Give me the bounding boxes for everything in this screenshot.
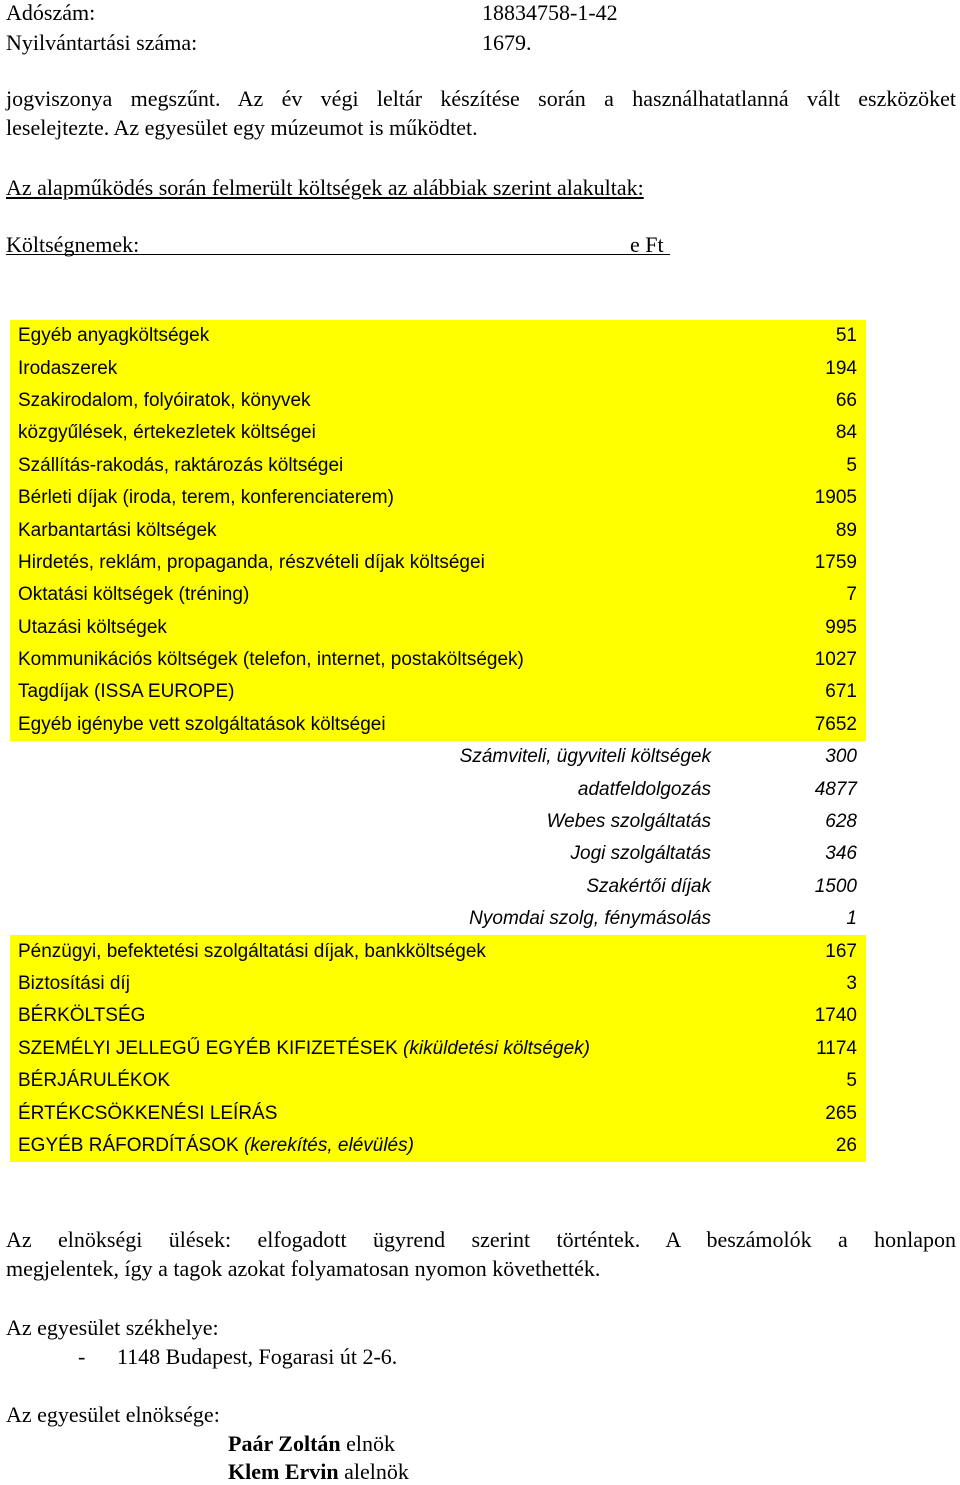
cost-sub-value: 300 — [825, 746, 857, 768]
cost-sub-value: 1 — [846, 908, 857, 930]
cost-row — [10, 1000, 866, 1032]
cost-table — [10, 320, 866, 1162]
cost-row — [10, 514, 866, 546]
cost-label: ÉRTÉKCSÖKKENÉSI LEÍRÁS — [18, 1102, 278, 1124]
cost-row — [10, 968, 866, 1000]
cost-label: BÉRJÁRULÉKOK — [18, 1070, 171, 1092]
cost-sub-label: Nyomdai szolg, fénymásolás — [469, 908, 711, 930]
cost-row — [10, 676, 866, 708]
member-role: elnök — [346, 1431, 396, 1456]
cost-label: BÉRKÖLTSÉG — [18, 1005, 146, 1027]
cost-sub-value: 4877 — [814, 778, 857, 800]
cost-value: 167 — [825, 940, 857, 962]
cost-label: Hirdetés, reklám, propaganda, részvételi díjak költségei — [18, 551, 485, 573]
cost-sub-value: 346 — [825, 843, 857, 865]
cost-value: 1905 — [814, 487, 857, 509]
cost-label: Pénzügyi, befektetési szolgáltatási díjak, bankköltségek — [18, 940, 486, 962]
cost-row — [10, 644, 866, 676]
cost-value: 84 — [835, 422, 857, 444]
cost-value: 7 — [846, 584, 857, 606]
cost-subrow — [10, 838, 866, 870]
cost-subrow — [10, 773, 866, 805]
member-name: Paár Zoltán — [228, 1431, 341, 1456]
cost-value: 671 — [825, 681, 857, 703]
cost-value: 1759 — [814, 551, 857, 573]
cost-label: Irodaszerek — [18, 357, 118, 379]
cost-label: Karbantartási költségek — [18, 519, 217, 541]
member-role: alelnök — [344, 1459, 409, 1484]
cost-label-main: SZEMÉLYI JELLEGŰ EGYÉB KIFIZETÉSEK — [18, 1037, 404, 1059]
cost-label: Szállítás-rakodás, raktározás költségei — [18, 454, 344, 476]
cost-label: Egyéb igénybe vett szolgáltatások költségei — [18, 713, 386, 735]
cost-label: Biztosítási díj — [18, 973, 130, 994]
cost-label-note: (kerekítés, elévülés) — [243, 1134, 414, 1156]
cost-row — [10, 547, 866, 579]
cost-sub-label: Szakértői díjak — [586, 875, 711, 897]
cost-subrow — [10, 871, 866, 903]
cost-value: 1174 — [816, 1037, 857, 1059]
cost-value: 26 — [835, 1134, 857, 1156]
cost-value: 1027 — [814, 649, 857, 671]
cost-row — [10, 612, 866, 644]
cost-sub-value: 628 — [825, 811, 857, 833]
cost-header-underline — [6, 254, 670, 255]
registration-number-value: 1679. — [482, 30, 532, 55]
cost-row — [10, 385, 866, 417]
cost-sub-value: 1500 — [814, 875, 857, 897]
cost-value: 51 — [835, 325, 857, 347]
cost-label: Bérleti díjak (iroda, terem, konferenciaterem) — [18, 487, 394, 509]
cost-value: 5 — [846, 454, 857, 476]
cost-value: 995 — [825, 616, 857, 638]
cost-unit-label: e Ft — [630, 232, 664, 257]
cost-subrow — [10, 903, 866, 935]
cost-label-main: EGYÉB RÁFORDÍTÁSOK — [18, 1134, 244, 1156]
seat-dash: - — [78, 1344, 86, 1369]
tax-number-label: Adószám: — [6, 0, 96, 25]
cost-row — [10, 1130, 866, 1162]
cost-row — [10, 579, 866, 611]
cost-label: Kommunikációs költségek (telefon, internet, postaköltségek) — [18, 649, 524, 671]
cost-row — [10, 352, 866, 384]
cost-label — [18, 1038, 590, 1060]
cost-sub-label: Webes szolgáltatás — [546, 811, 711, 833]
cost-row — [10, 1097, 866, 1129]
intro-line-1: jogviszonya megszűnt. Az év végi leltár készítése során a használhatatlanná vált eszközöket — [6, 86, 956, 111]
cost-value: 194 — [825, 357, 857, 379]
meetings-line-1: Az elnökségi ülések: elfogadott ügyrend szerint történtek. A beszámolók a honlapon — [6, 1227, 956, 1252]
costs-intro: Az alapműködés során felmerült költségek az alábbiak szerint alakultak: — [6, 175, 644, 200]
cost-types-label: Költségnemek: — [6, 232, 140, 257]
cost-label — [18, 1135, 414, 1157]
cost-row — [10, 1033, 866, 1065]
cost-label: Tagdíjak (ISSA EUROPE) — [18, 681, 235, 703]
registration-number-label: Nyilvántartási száma: — [6, 30, 198, 55]
cost-subrow — [10, 741, 866, 773]
intro-line-2: leselejtezte. Az egyesület egy múzeumot is működtet. — [6, 115, 478, 140]
cost-label-note: (kiküldetési költségek) — [403, 1037, 590, 1059]
cost-row — [10, 320, 866, 352]
cost-row — [10, 709, 866, 741]
cost-row — [10, 417, 866, 449]
meetings-line-2: megjelentek, így a tagok azokat folyamatosan nyomon követhették. — [6, 1256, 601, 1281]
board-label: Az egyesület elnöksége: — [6, 1402, 220, 1427]
cost-row — [10, 935, 866, 967]
cost-sub-label: Számviteli, ügyviteli költségek — [459, 746, 711, 768]
cost-row — [10, 482, 866, 514]
cost-value: 5 — [846, 1070, 857, 1092]
cost-label: Szakirodalom, folyóiratok, könyvek — [18, 389, 311, 411]
cost-value: 1740 — [814, 1005, 857, 1027]
seat-label: Az egyesület székhelye: — [6, 1315, 219, 1340]
cost-row — [10, 1065, 866, 1097]
cost-value: 89 — [835, 519, 857, 541]
cost-label: Oktatási költségek (tréning) — [18, 584, 250, 606]
member-name: Klem Ervin — [228, 1459, 339, 1484]
cost-label: közgyűlések, értekezletek költségei — [18, 422, 316, 444]
cost-row — [10, 450, 866, 482]
seat-address: 1148 Budapest, Fogarasi út 2-6. — [117, 1344, 398, 1369]
cost-value: 7652 — [814, 713, 857, 735]
board-member — [228, 1431, 395, 1457]
board-member — [228, 1459, 409, 1485]
cost-value: 3 — [846, 973, 857, 994]
cost-value: 265 — [825, 1102, 857, 1124]
cost-label: Utazási költségek — [18, 616, 167, 638]
cost-sub-label: Jogi szolgáltatás — [570, 843, 711, 865]
cost-value: 66 — [835, 389, 857, 411]
cost-sub-label: adatfeldolgozás — [577, 778, 711, 800]
cost-label: Egyéb anyagköltségek — [18, 325, 210, 347]
cost-subrow — [10, 806, 866, 838]
tax-number-value: 18834758-1-42 — [482, 0, 618, 25]
